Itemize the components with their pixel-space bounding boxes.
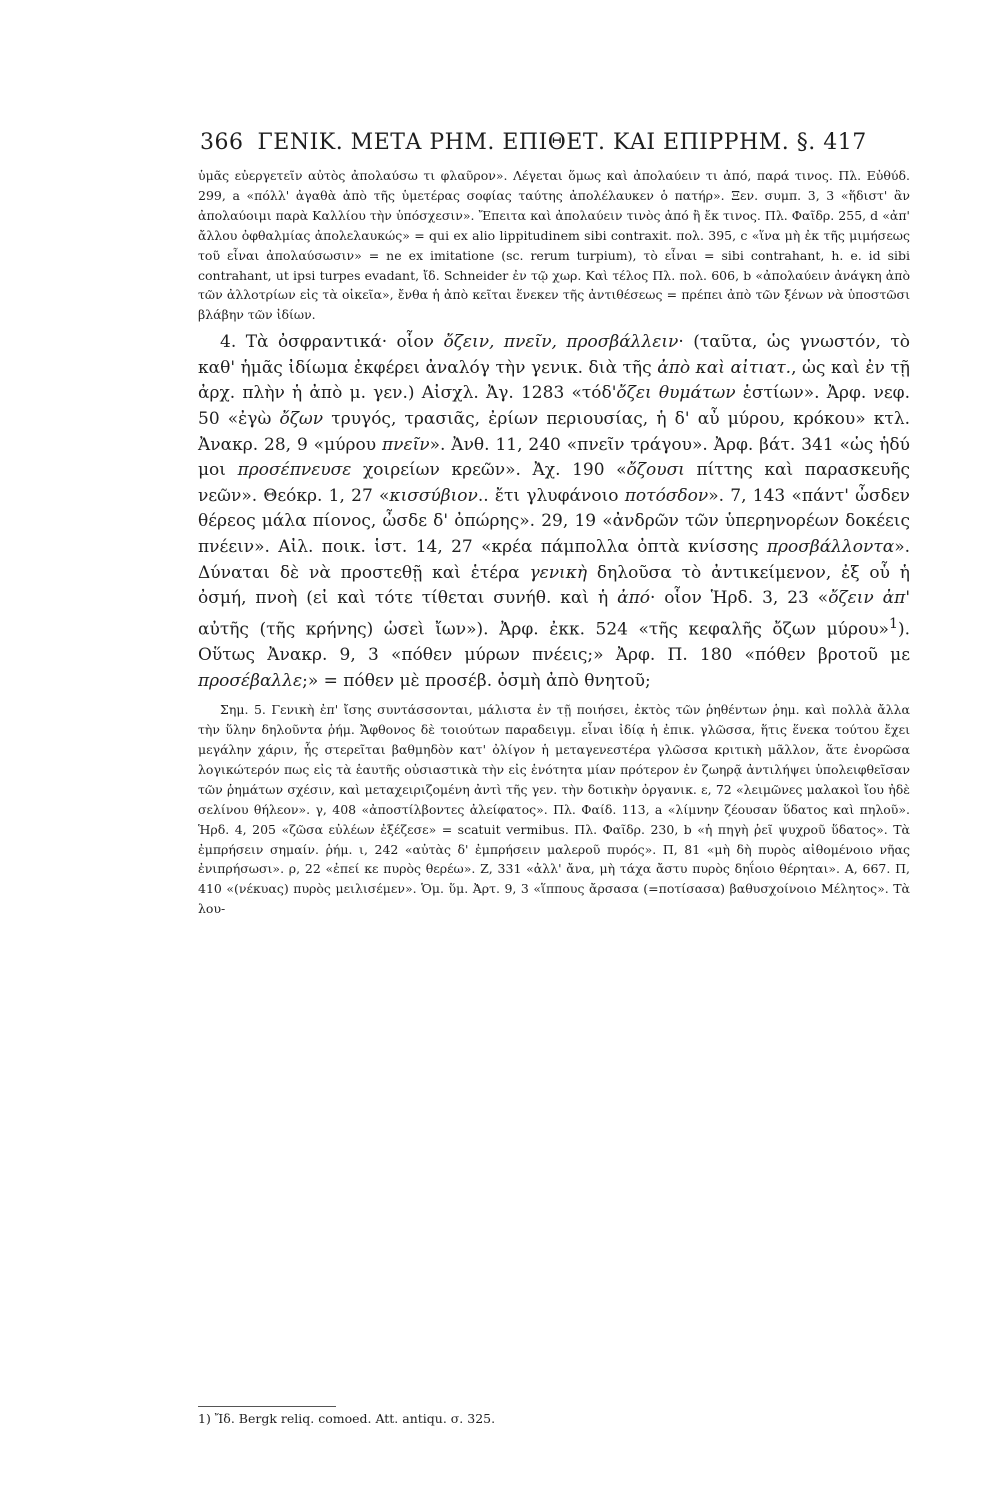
footnote-rule	[198, 1406, 336, 1407]
text-k: δηλοῦσα τὸ ἀντικείμενον, ἐξ οὗ ἡ ὀσμή, πνοὴ (εἰ καὶ τότε τίθεται συνήθ. καὶ ἡ	[198, 562, 910, 609]
q-kissybion: κισσύβιον	[389, 485, 478, 506]
text-i: ». 7, 143 «πάντ' ὦσδεν θέρεος μάλα πίονος, ὦσδε δ' ὀπώρης». 29, 19 «ἀνδρῶν τῶν ὑπερηνορέων δοκέεις πνέειν». Αἰλ. ποικ. ἱστ. 14, 27 «κρέα πάμπολλα ὀπτὰ κνίσσης	[198, 485, 911, 557]
text-b: , ὡς καὶ ἐν τῇ ἀρχ. πλὴν ἡ ἀπὸ μ. γεν.) Αἰσχλ. Ἀγ. 1283 «τόδ'	[198, 357, 910, 404]
q-genike: γενικὴ	[529, 562, 588, 583]
apo-aitiat: ἀπὸ καὶ αἰτιατ.	[657, 357, 792, 378]
verbs-list: ὄζειν, πνεῖν, προσβάλλειν	[443, 332, 679, 353]
text-h: .. ἔτι γλυφάνοιο	[477, 485, 619, 506]
note-5	[198, 700, 910, 919]
text-g: πίττης καὶ παρασκευῆς νεῶν». Θεόκρ. 1, 27 «	[198, 460, 910, 506]
q-ozein-ap: ὄζειν ἀπ'	[828, 588, 910, 609]
text-a: · (ταῦτα, ὡς γνωστόν, τὸ καθ' ἡμᾶς ἰδίωμα ἐκφέρει ἀναλόγ τὴν γενικ. διὰ τῆς	[198, 332, 911, 378]
section-4	[198, 330, 910, 694]
q-ozon: ὄζων	[279, 409, 324, 430]
text-f: χοιρείων κρεῶν». Ἀχ. 190 «	[363, 460, 627, 481]
text-e: ». Ἀνθ. 11, 240 «πνεῖν τράγου». Ἀρφ. βάτ. 341 «ὡς ἡδύ μοι	[198, 434, 910, 481]
q-apo: ἀπό	[617, 588, 650, 609]
page	[198, 128, 910, 919]
q-ozousi: ὄζουσι	[626, 460, 685, 481]
text-j: ». Δύναται δὲ νὰ προστεθῇ καὶ ἑτέρα	[198, 537, 910, 583]
section-4-paragraph	[198, 330, 910, 694]
continued-paragraph	[198, 166, 910, 325]
footnote-marker: 1	[888, 615, 898, 632]
text-m: αὐτῆς (τῆς κρήνης) ὡσεὶ ἴων»). Ἀρφ. ἐκκ. 524 «τῆς κεφαλῆς ὄζων μύρου»	[198, 619, 889, 640]
footnote: 1) Ἴδ. Bergk reliq. comoed. Att. antiqu. σ. 325.	[198, 1411, 496, 1426]
q-potosdon: ποτόσδον	[624, 485, 709, 506]
section-lead: Τὰ ὀσφραντικά	[245, 332, 382, 353]
q-ozei: ὄζει θυμάτων	[616, 383, 736, 404]
text-l: · οἷον Ἡρδ. 3, 23 «	[649, 588, 829, 609]
note-5-text: Σημ. 5. Γενικὴ ἐπ' ἴσης συντάσσονται, μάλιστα ἐν τῇ ποιήσει, ἐκτὸς τῶν ῥηθέντων ῥημ. καὶ πολλὰ ἄλλα τὴν ὕλην δηλοῦντα ῥήμ. Ἄφθονος δὲ τοιούτων παραδειγμ. εἶναι ἰδίᾳ ἡ ἐπικ. γλῶσσα, ἥτις ἕνεκα τούτου ἔχει μεγάλην χάριν, ἧς στερεῖται βαθμηδὸν κατ' ὀλίγον ἡ μεταγενεστέρα γλῶσσα κριτικὴ μᾶλλον, ἅτε ἐνορῶσα λογικώτερόν πως εἰς τὰ ἑαυτῆς οὐσιαστικὰ τὴν εἰς ἑνότητα μίαν πρότερον ἐν ζωηρᾷ ἀντιλήψει ὑπολειφθεῖσαν τῶν ῥημάτων σχέσιν, καὶ μεταχειριζομένη ἀντὶ τῆς γεν. τὴν δοτικὴν ὀργανικ. ε, 72 «λειμῶνες μαλακοὶ ἴου ἠδὲ σελίνου θήλεον». γ, 408 «ἀποστίλβοντες ἀλείφατος». Πλ. Φαίδ. 113, a «λίμνην ζέουσαν ὕδατος καὶ πηλοῦ». Ἡρδ. 4, 205 «ζῶσα εὐλέων ἐξέζεσε» = scatuit vermibus. Πλ. Φαῖδρ. 230, b «ἡ πηγὴ ῥεῖ ψυχροῦ ὕδατος». Τὰ ἐμπρήσειν σημαίν. ῥήμ. ι, 242 «αὐτὰς δ' ἐμπρήσειν μαλεροῦ πυρός». Π, 81 «μὴ δὴ πυρὸς αἰθομένοιο νῆας ἐνιπρήσωσι». ρ, 22 «ἐπεί κε πυρὸς θερέω». Ζ, 331 «ἀλλ' ἄνα, μὴ τάχα ἄστυ πυρὸς δηΐοιο θέρηται». Α, 667. Π, 410 «(νέκυας) πυρὸς μειλισέμεν». Ὁμ. ὕμ. Ἀρτ. 9, 3 «ἵππους ἄρσασα (=ποτίσασα) βαθυσχοίνοιο Μέλητος». Τὰ λου-	[198, 702, 910, 917]
q-pnein: πνεῖν	[381, 434, 430, 455]
header-title: ΓΕΝΙΚ. ΜΕΤΑ ΡΗΜ. ΕΠΙΘΕΤ. ΚΑΙ ΕΠΙΡΡΗΜ. §. 417	[257, 130, 867, 155]
hoion: οἷον	[396, 332, 435, 353]
q-prosballonta: προσβάλλοντα	[766, 537, 895, 557]
section-number: 4.	[220, 332, 237, 353]
text-n: ). Οὕτως Ἀνακρ. 9, 3 «πόθεν μύρων πνέεις;» Ἀρφ. Π. 180 «πόθεν βροτοῦ με	[198, 619, 910, 666]
text-c: ἑστίων». Ἀρφ. νεφ. 50 «ἐγὼ	[198, 383, 910, 430]
top-paragraph-text: ὑμᾶς εὐεργετεῖν αὐτὸς ἀπολαύσω τι φλαῦρον». Λέγεται ὅμως καὶ ἀπολαύειν τι ἀπό, παρά τινος. Πλ. Εὐθύδ. 299, a «πόλλ' ἀγαθὰ ἀπὸ τῆς ὑμετέρας σοφίας ταύτης ἀπολέλαυκεν ὁ πατήρ». Ξεν. συμπ. 3, 3 «ἥδιστ' ἂν ἀπολαύοιμι παρὰ Καλλίου τὴν ὑπόσχεσιν». Ἔπειτα καὶ ἀπολαύειν τινὸς ἀπό ἢ ἔκ τινος. Πλ. Φαῖδρ. 255, d «ἀπ' ἄλλου ὀφθαλμίας ἀπολελαυκώς» = qui ex alio lippitudinem sibi contraxit. πολ. 395, c «ἵνα μὴ ἐκ τῆς μιμήσεως τοῦ εἶναι ἀπολαύσωσιν» = ne ex imitatione (sc. rerum turpium), τὸ εἶναι = sibi contrahant, h. e. id sibi contrahant, ut ipsi turpes evadant, ἴδ. Schneider ἐν τῷ χωρ. Καὶ τέλος Πλ. πολ. 606, b «ἀπολαύειν ἀνάγκη ἀπὸ τῶν ἀλλοτρίων εἰς τὰ οἰκεῖα», ἔνθα ἡ ἀπὸ κεῖται ἕνεκεν τῆς ἀντιθέσεως = πρέπει ἀπὸ τῶν ξένων νὰ ὑποστῶσι βλάβην τῶν ἰδίων.	[198, 168, 910, 323]
page-number: 366	[200, 130, 244, 155]
text-d: τρυγός, τρασιᾶς, ἐρίων περιουσίας, ἡ δ' αὖ μύρου, κρόκου» κτλ. Ἀνακρ. 28, 9 «μύρου	[198, 409, 910, 455]
running-header	[200, 128, 910, 158]
q-prosepneuse: προσέπνευσε	[237, 460, 352, 481]
text-o: ;» = πόθεν μὲ προσέβ. ὀσμὴ ἀπὸ θνητοῦ;	[302, 670, 651, 691]
lead-colon: ·	[381, 332, 388, 353]
q-proseballe: προσέβαλλε	[198, 670, 303, 691]
